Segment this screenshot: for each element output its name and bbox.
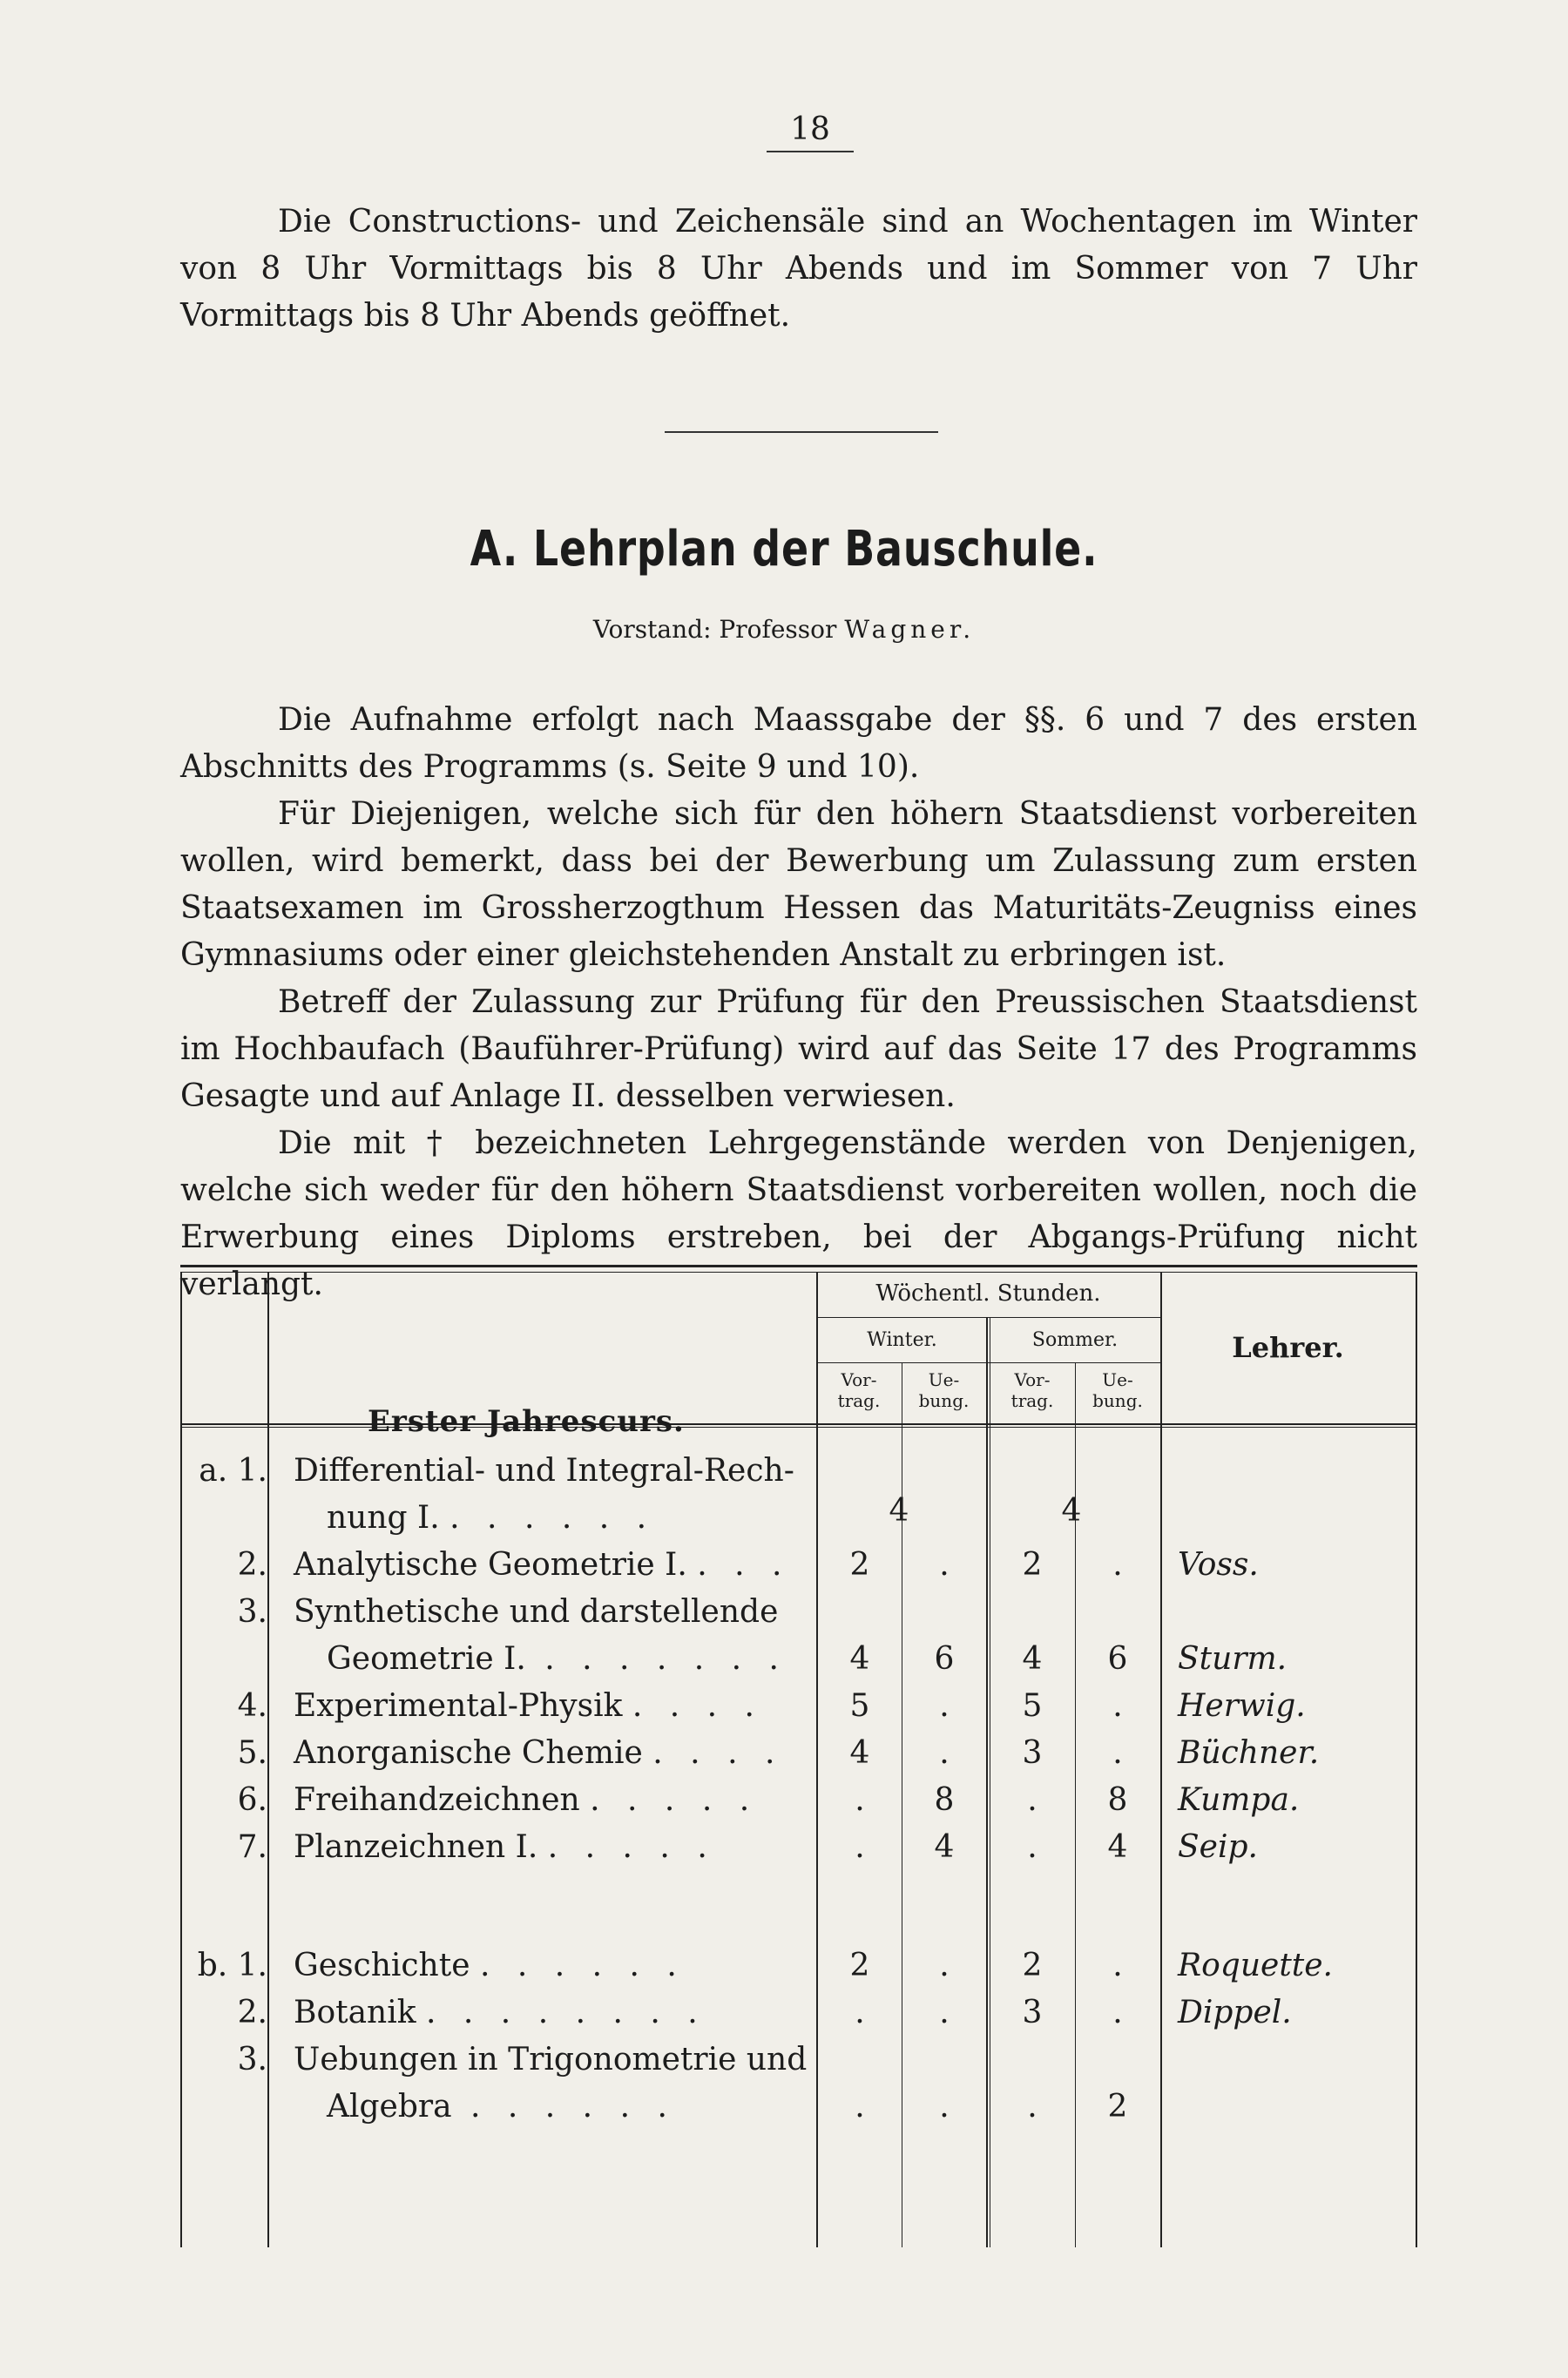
winter-exercise-hours: 4 <box>934 1829 955 1865</box>
summer-exercise-hours: . <box>1112 1948 1123 1983</box>
season-rule <box>816 1362 1160 1363</box>
summer-exercise-hours: . <box>1112 1995 1123 2030</box>
row-number: 6. <box>237 1782 267 1818</box>
header-summer-lecture <box>990 1369 1075 1411</box>
row-subject: Differential- und Integral-Rech- <box>294 1453 794 1489</box>
row-teacher: Voss. <box>1178 1547 1259 1583</box>
paragraph-text: Die mit † bezeichneten Lehrgegenstände werden von Denjenigen, welche sich weder für den höhern Staatsdienst vorbereiten wollen, noch die Erwerbung eines Diploms erstreben, bei der Abgangs-Prüfung nicht verlangt. <box>180 1125 1417 1302</box>
row-subject-line2: Geometrie I. <box>327 1641 526 1677</box>
summer-lecture-hours: 4 <box>1022 1641 1043 1677</box>
winter-lecture-hours: 5 <box>849 1688 870 1724</box>
row-subject-line2: nung I. <box>327 1500 440 1536</box>
table-row <box>180 1948 1417 1995</box>
summer-exercise-hours: . <box>1112 1688 1123 1724</box>
row-subject-text: Freihandzeichnen <box>294 1782 580 1818</box>
summer-lecture-hours: 5 <box>1022 1688 1043 1724</box>
paragraph-state-service <box>180 791 1417 979</box>
row-teacher: Roquette. <box>1178 1948 1333 1983</box>
winter-lecture-hours: 4 <box>889 1493 909 1529</box>
row-number: 5. <box>237 1735 267 1771</box>
header-winter-lecture <box>816 1369 902 1411</box>
table-row <box>180 1453 1417 1547</box>
winter-lecture-hours: 4 <box>849 1735 870 1771</box>
header-teacher: Lehrer. <box>1232 1331 1344 1364</box>
summer-lecture-hours: 4 <box>1061 1493 1082 1529</box>
row-subject-text: Experimental-Physik <box>294 1688 623 1724</box>
row-subject-text: Analytische Geometrie I. <box>294 1547 687 1583</box>
header-exercise-line2: bung. <box>918 1390 970 1411</box>
table-top-rule-thin <box>180 1272 1417 1273</box>
paragraph-text: Die Aufnahme erfolgt nach Maassgabe der §§. 6 und 7 des ersten Abschnitts des Programms (s. Seite 9 und 10). <box>180 702 1417 785</box>
leader-dots: . . . . . . <box>449 1500 656 1536</box>
row-number: 3. <box>237 1594 267 1630</box>
row-subject-line2: Algebra <box>327 2089 452 2125</box>
paragraph-text: Für Diejenigen, welche sich für den höhern Staatsdienst vorbereiten wollen, wird bemerkt, dass bei der Bewerbung um Zulassung zum ersten Staatsexamen im Grossherzogthum Hessen das Maturitäts-Zeugniss eines Gymnasiums oder einer gleichstehenden Anstalt zu erbringen ist. <box>180 796 1417 973</box>
row-subject-text: Planzeichnen I. <box>294 1829 538 1865</box>
weekly-rule <box>816 1317 1160 1318</box>
winter-exercise-hours: 6 <box>934 1641 955 1677</box>
row-teacher: Sturm. <box>1178 1641 1288 1677</box>
director-label: Vorstand: Professor <box>592 615 845 644</box>
intro-text: Die Constructions- und Zeichensäle sind an Wochentagen im Winter von 8 Uhr Vormittags bis 8 Uhr Abends und im Sommer von 7 Uhr Vormittags bis 8 Uhr Abends geöffnet. <box>180 204 1417 334</box>
row-teacher: Dippel. <box>1178 1995 1292 2030</box>
row-subject-text: Anorganische Chemie <box>294 1735 643 1771</box>
row-subject-text: Botanik <box>294 1995 416 2030</box>
row-teacher: Seip. <box>1178 1829 1258 1865</box>
header-summer: Sommer. <box>1031 1329 1119 1351</box>
row-subject: Uebungen in Trigonometrie und <box>294 2042 808 2077</box>
leader-dots: . . . . . . . . <box>426 1995 706 2030</box>
winter-lecture-hours: . <box>855 1995 865 2030</box>
header-lecture-line1: Vor- <box>1014 1369 1051 1390</box>
director-line <box>0 615 1568 644</box>
leader-dots: . . . . . <box>547 1829 716 1865</box>
header-winter: Winter. <box>867 1329 937 1351</box>
summer-exercise-hours: . <box>1112 1735 1123 1771</box>
header-lecture-line2: trag. <box>837 1390 881 1411</box>
table-row <box>180 1995 1417 2042</box>
summer-lecture-hours: 3 <box>1022 1995 1043 2030</box>
summer-lecture-hours: 3 <box>1022 1735 1043 1771</box>
header-exercise-line1: Ue- <box>1102 1369 1133 1390</box>
winter-lecture-hours: . <box>855 2089 865 2125</box>
table-header-rule <box>180 1423 1417 1425</box>
row-number: 2. <box>237 1995 267 2030</box>
row-subject-text: Geschichte <box>294 1948 470 1983</box>
summer-lecture-hours: . <box>1027 1782 1037 1818</box>
leader-dots: . . . . <box>632 1688 763 1724</box>
summer-lecture-hours: 2 <box>1022 1547 1043 1583</box>
winter-lecture-hours: . <box>855 1829 865 1865</box>
row-subject: Synthetische und darstellende <box>294 1594 779 1630</box>
intro-paragraph <box>180 199 1417 340</box>
table-top-rule <box>180 1265 1417 1267</box>
header-exercise-line2: bung. <box>1092 1390 1143 1411</box>
table-row <box>180 1547 1417 1594</box>
winter-lecture-hours: 4 <box>849 1641 870 1677</box>
winter-exercise-hours: . <box>939 1547 950 1583</box>
winter-lecture-hours: 2 <box>849 1547 870 1583</box>
row-number: 3. <box>237 2042 267 2077</box>
paragraph-text: Betreff der Zulassung zur Prüfung für den Preussischen Staatsdienst im Hochbaufach (Bauführer-Prüfung) wird auf das Seite 17 des Programms Gesagte und auf Anlage II. desselben verwiesen. <box>180 984 1417 1114</box>
header-weekly-hours: Wöchentl. Stunden. <box>875 1280 1101 1307</box>
header-lecture-line1: Vor- <box>841 1369 877 1390</box>
summer-exercise-hours: . <box>1112 1547 1123 1583</box>
table-row <box>180 2042 1417 2136</box>
paragraph-admission <box>180 697 1417 791</box>
header-summer-exercise <box>1075 1369 1160 1411</box>
row-number: a. 1. <box>199 1453 267 1489</box>
winter-exercise-hours: . <box>939 1688 950 1724</box>
row-number: 4. <box>237 1688 267 1724</box>
table-row <box>180 1735 1417 1782</box>
table-row <box>180 1688 1417 1735</box>
winter-exercise-hours: . <box>939 1948 950 1983</box>
separator-rule <box>665 431 938 433</box>
winter-lecture-hours: . <box>855 1782 865 1818</box>
table-row <box>180 1829 1417 1876</box>
paragraph-prussian-exam <box>180 979 1417 1120</box>
director-name: Wagner. <box>844 615 976 644</box>
leader-dots: . . . . <box>652 1735 784 1771</box>
summer-lecture-hours: 2 <box>1022 1948 1043 1983</box>
winter-exercise-hours: . <box>939 2089 950 2125</box>
winter-exercise-hours: . <box>939 1995 950 2030</box>
header-exercise-line1: Ue- <box>928 1369 960 1390</box>
winter-lecture-hours: 2 <box>849 1948 870 1983</box>
summer-lecture-hours: . <box>1027 2089 1037 2125</box>
row-number: 2. <box>237 1547 267 1583</box>
header-lecture-line2: trag. <box>1010 1390 1054 1411</box>
leader-dots: . . . . . . . <box>525 1641 787 1677</box>
table-row <box>180 1594 1417 1688</box>
curriculum-table <box>180 1265 1417 2249</box>
section-title: A. Lehrplan der Bauschule. <box>470 521 1098 578</box>
leader-dots: . . . . . . <box>451 2089 676 2125</box>
summer-exercise-hours: 8 <box>1107 1782 1128 1818</box>
year-heading: Erster Jahrescurs. <box>368 1404 685 1439</box>
winter-exercise-hours: . <box>939 1735 950 1771</box>
row-teacher: Büchner. <box>1178 1735 1320 1771</box>
summer-lecture-hours: . <box>1027 1829 1037 1865</box>
summer-exercise-hours: 6 <box>1107 1641 1128 1677</box>
leader-dots: . . . . . <box>590 1782 759 1818</box>
row-teacher: Herwig. <box>1178 1688 1306 1724</box>
page-number: 18 <box>767 111 854 152</box>
summer-exercise-hours: 2 <box>1107 2089 1128 2125</box>
row-teacher: Kumpa. <box>1178 1782 1300 1818</box>
winter-exercise-hours: 8 <box>934 1782 955 1818</box>
row-number: 7. <box>237 1829 267 1865</box>
table-header-rule-thin <box>180 1427 1417 1428</box>
leader-dots: . . . . . . <box>479 1948 686 1983</box>
row-number: b. 1. <box>197 1948 267 1983</box>
header-winter-exercise <box>902 1369 986 1411</box>
leader-dots: . . . <box>697 1547 791 1583</box>
summer-exercise-hours: 4 <box>1107 1829 1128 1865</box>
table-row <box>180 1782 1417 1829</box>
